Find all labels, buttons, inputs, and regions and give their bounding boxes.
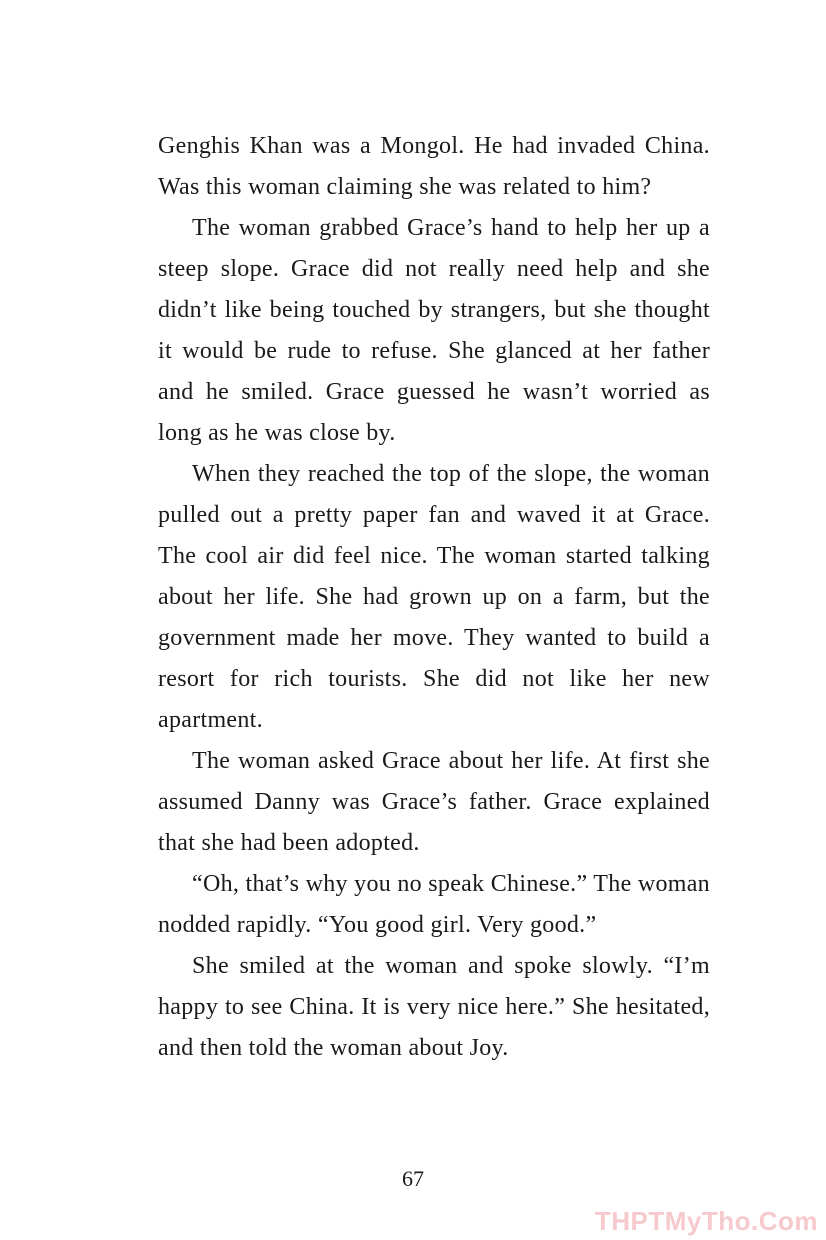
paragraph-3: When they reached the top of the slope, the woman pulled out a pretty paper fan and waved it at Grace. The cool air did feel nice. The woman started talking about her life. She had grown up on a farm, but the government made her move. They wanted to build a resort for rich tourists. She did not like her new apartment. bbox=[158, 461, 710, 733]
paragraph-5: “Oh, that’s why you no speak Chinese.” The woman nodded rapidly. “You good girl. Very good.” bbox=[158, 871, 710, 938]
page-number: 67 bbox=[402, 1166, 424, 1191]
paragraph-1: Genghis Khan was a Mongol. He had invaded China. Was this woman claiming she was related to him? bbox=[158, 133, 710, 200]
paragraph-4: The woman asked Grace about her life. At first she assumed Danny was Grace’s father. Grace explained that she had been adopted. bbox=[158, 748, 710, 856]
watermark: THPTMyTho.Com bbox=[594, 1206, 818, 1236]
paragraph-2: The woman grabbed Grace’s hand to help her up a steep slope. Grace did not really need help and she didn’t like being touched by strangers, but she thought it would be rude to refuse. She glanced at her father and he smiled. Grace guessed he wasn’t worried as long as he was close by. bbox=[158, 215, 710, 446]
body-text bbox=[158, 126, 710, 1069]
paragraph-6: She smiled at the woman and spoke slowly. “I’m happy to see China. It is very nice here.” She hesitated, and then told the woman about Joy. bbox=[158, 953, 710, 1061]
